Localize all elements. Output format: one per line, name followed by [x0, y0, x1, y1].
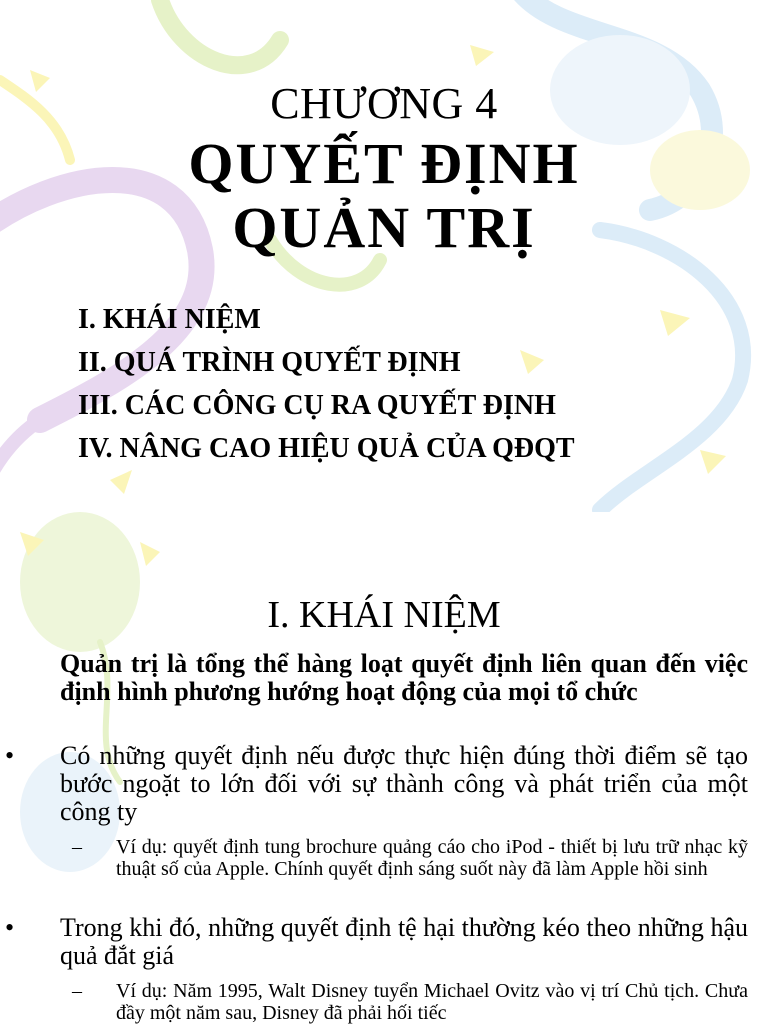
- toc-item: IV. NÂNG CAO HIỆU QUẢ CỦA QĐQT: [78, 433, 575, 464]
- example-paragraph-2: Ví dụ: Năm 1995, Walt Disney tuyển Michael Ovitz vào vị trí Chủ tịch. Chưa đầy một năm sau, Disney đã phải hối tiếc: [116, 980, 748, 1024]
- bullet-paragraph-1: Có những quyết định nếu được thực hiện đúng thời điểm sẽ tạo bước ngoặt to lớn đối với sự thành công và phát triển của một công ty: [60, 741, 748, 826]
- title-line-2: QUẢN TRỊ: [232, 195, 536, 260]
- toc-item: I. KHÁI NIỆM: [78, 304, 261, 335]
- slide-section-concept: [0, 512, 768, 1024]
- dash-marker: –: [72, 980, 82, 1002]
- main-title: [0, 132, 768, 260]
- chapter-heading: CHƯƠNG 4: [270, 79, 498, 128]
- section-title: I. KHÁI NIỆM: [267, 594, 501, 636]
- toc-item: III. CÁC CÔNG CỤ RA QUYẾT ĐỊNH: [78, 390, 556, 421]
- bullet-marker: •: [5, 741, 15, 770]
- bullet-marker: •: [5, 913, 15, 942]
- title-line-1: QUYẾT ĐỊNH: [188, 131, 580, 196]
- table-of-contents: [78, 298, 575, 470]
- dash-marker: –: [72, 836, 82, 858]
- example-paragraph-1: Ví dụ: quyết định tung brochure quảng cáo cho iPod - thiết bị lưu trữ nhạc kỹ thuật số của Apple. Chính quyết định sáng suốt này đã làm Apple hồi sinh: [116, 836, 748, 880]
- bullet-paragraph-2: Trong khi đó, những quyết định tệ hại thường kéo theo những hậu quả đắt giá: [60, 913, 748, 970]
- toc-item: II. QUÁ TRÌNH QUYẾT ĐỊNH: [78, 347, 461, 378]
- intro-paragraph: Quản trị là tổng thể hàng loạt quyết định liên quan đến việc định hình phương hướng hoạt động của mọi tổ chức: [60, 649, 748, 706]
